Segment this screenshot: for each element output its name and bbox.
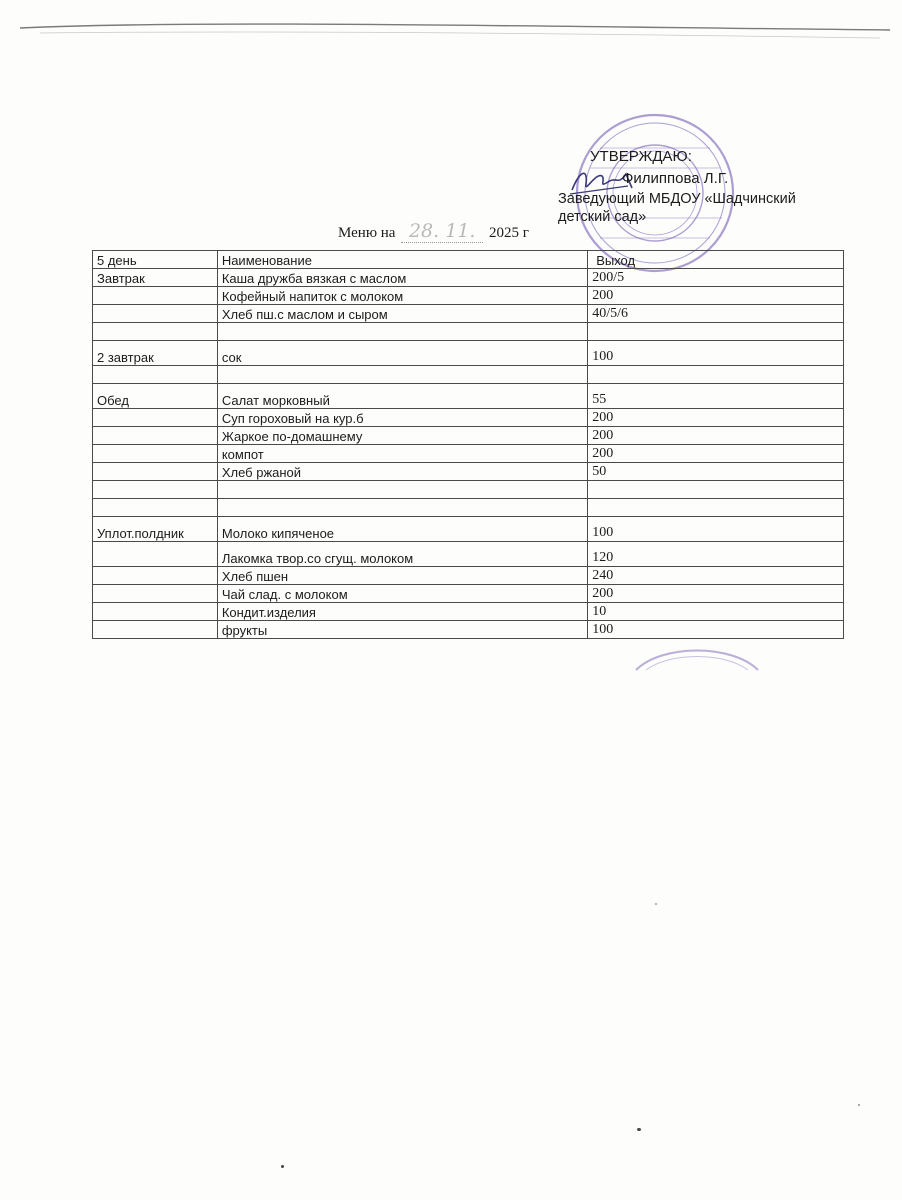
menu-title-prefix: Меню на: [338, 225, 396, 241]
meal-cell: [93, 409, 218, 427]
partial-stamp-icon: [632, 642, 762, 672]
dish-name-cell: [217, 366, 587, 384]
table-row: [93, 323, 844, 341]
table-row: [93, 409, 844, 427]
meal-cell: [93, 287, 218, 305]
meal-cell: [93, 499, 218, 517]
table-row: [93, 621, 844, 639]
dish-name-cell: Кондит.изделия: [217, 603, 587, 621]
meal-cell: [93, 542, 218, 567]
dish-name-cell: Молоко кипяченое: [217, 517, 587, 542]
table-row: [93, 517, 844, 542]
meal-cell: Завтрак: [93, 269, 218, 287]
meal-cell: [93, 445, 218, 463]
dish-name-cell: Каша дружба вязкая с маслом: [217, 269, 587, 287]
table-header-row: [93, 251, 844, 269]
scan-speck: [858, 1104, 860, 1106]
output-cell: 55: [588, 384, 844, 409]
table-row: [93, 567, 844, 585]
meal-cell: [93, 585, 218, 603]
meal-cell: Обед: [93, 384, 218, 409]
table-row: [93, 269, 844, 287]
dish-name-cell: Хлеб ржаной: [217, 463, 587, 481]
dish-name-cell: Суп гороховый на кур.б: [217, 409, 587, 427]
output-cell: 40/5/6: [588, 305, 844, 323]
output-cell: 240: [588, 567, 844, 585]
scan-speck: [655, 903, 657, 905]
table-row: [93, 384, 844, 409]
header-day: 5 день: [93, 251, 218, 269]
output-cell: 100: [588, 517, 844, 542]
output-cell: 200/5: [588, 269, 844, 287]
dish-name-cell: сок: [217, 341, 587, 366]
meal-cell: [93, 481, 218, 499]
output-cell: [588, 481, 844, 499]
dish-name-cell: Лакомка твор.со сгущ. молоком: [217, 542, 587, 567]
table-row: [93, 481, 844, 499]
output-cell: 200: [588, 427, 844, 445]
output-cell: 120: [588, 542, 844, 567]
dish-name-cell: Хлеб пшен: [217, 567, 587, 585]
meal-cell: [93, 603, 218, 621]
approver-position: Заведующий МБДОУ «Шадчинский: [558, 191, 796, 207]
dish-name-cell: [217, 323, 587, 341]
meal-cell: Уплот.полдник: [93, 517, 218, 542]
table-row: [93, 305, 844, 323]
output-cell: [588, 366, 844, 384]
output-cell: 100: [588, 621, 844, 639]
output-cell: 200: [588, 287, 844, 305]
dish-name-cell: [217, 499, 587, 517]
output-cell: [588, 323, 844, 341]
meal-cell: [93, 323, 218, 341]
table-row: [93, 603, 844, 621]
table-row: [93, 341, 844, 366]
table-row: [93, 463, 844, 481]
table-row: [93, 585, 844, 603]
output-cell: 50: [588, 463, 844, 481]
menu-table: [92, 250, 844, 639]
table-row: [93, 542, 844, 567]
approver-name: Филиппова Л.Г.: [622, 170, 729, 187]
approver-organization: детский сад»: [558, 209, 647, 225]
menu-year: 2025 г: [488, 225, 529, 241]
meal-cell: [93, 427, 218, 445]
table-row: [93, 445, 844, 463]
table-row: [93, 366, 844, 384]
meal-cell: [93, 567, 218, 585]
dish-name-cell: Жаркое по-домашнему: [217, 427, 587, 445]
header-name: Наименование: [217, 251, 587, 269]
dish-name-cell: компот: [217, 445, 587, 463]
meal-cell: 2 завтрак: [93, 341, 218, 366]
output-cell: 200: [588, 585, 844, 603]
scan-speck: [281, 1165, 284, 1168]
table-row: [93, 287, 844, 305]
output-cell: 100: [588, 341, 844, 366]
output-cell: 10: [588, 603, 844, 621]
dish-name-cell: Салат морковный: [217, 384, 587, 409]
header-output: Выход: [588, 251, 844, 269]
menu-title: [338, 220, 529, 243]
meal-cell: [93, 366, 218, 384]
table-row: [93, 427, 844, 445]
menu-handwritten-date: 28. 11.: [401, 220, 483, 243]
dish-name-cell: фрукты: [217, 621, 587, 639]
dish-name-cell: Хлеб пш.с маслом и сыром: [217, 305, 587, 323]
scan-edge-line: [0, 0, 902, 60]
output-cell: 200: [588, 409, 844, 427]
meal-cell: [93, 305, 218, 323]
dish-name-cell: Кофейный напиток с молоком: [217, 287, 587, 305]
dish-name-cell: [217, 481, 587, 499]
meal-cell: [93, 621, 218, 639]
output-cell: 200: [588, 445, 844, 463]
output-cell: [588, 499, 844, 517]
dish-name-cell: Чай слад. с молоком: [217, 585, 587, 603]
meal-cell: [93, 463, 218, 481]
scan-speck: [637, 1128, 641, 1131]
table-row: [93, 499, 844, 517]
approval-heading: УТВЕРЖДАЮ:: [590, 148, 692, 165]
